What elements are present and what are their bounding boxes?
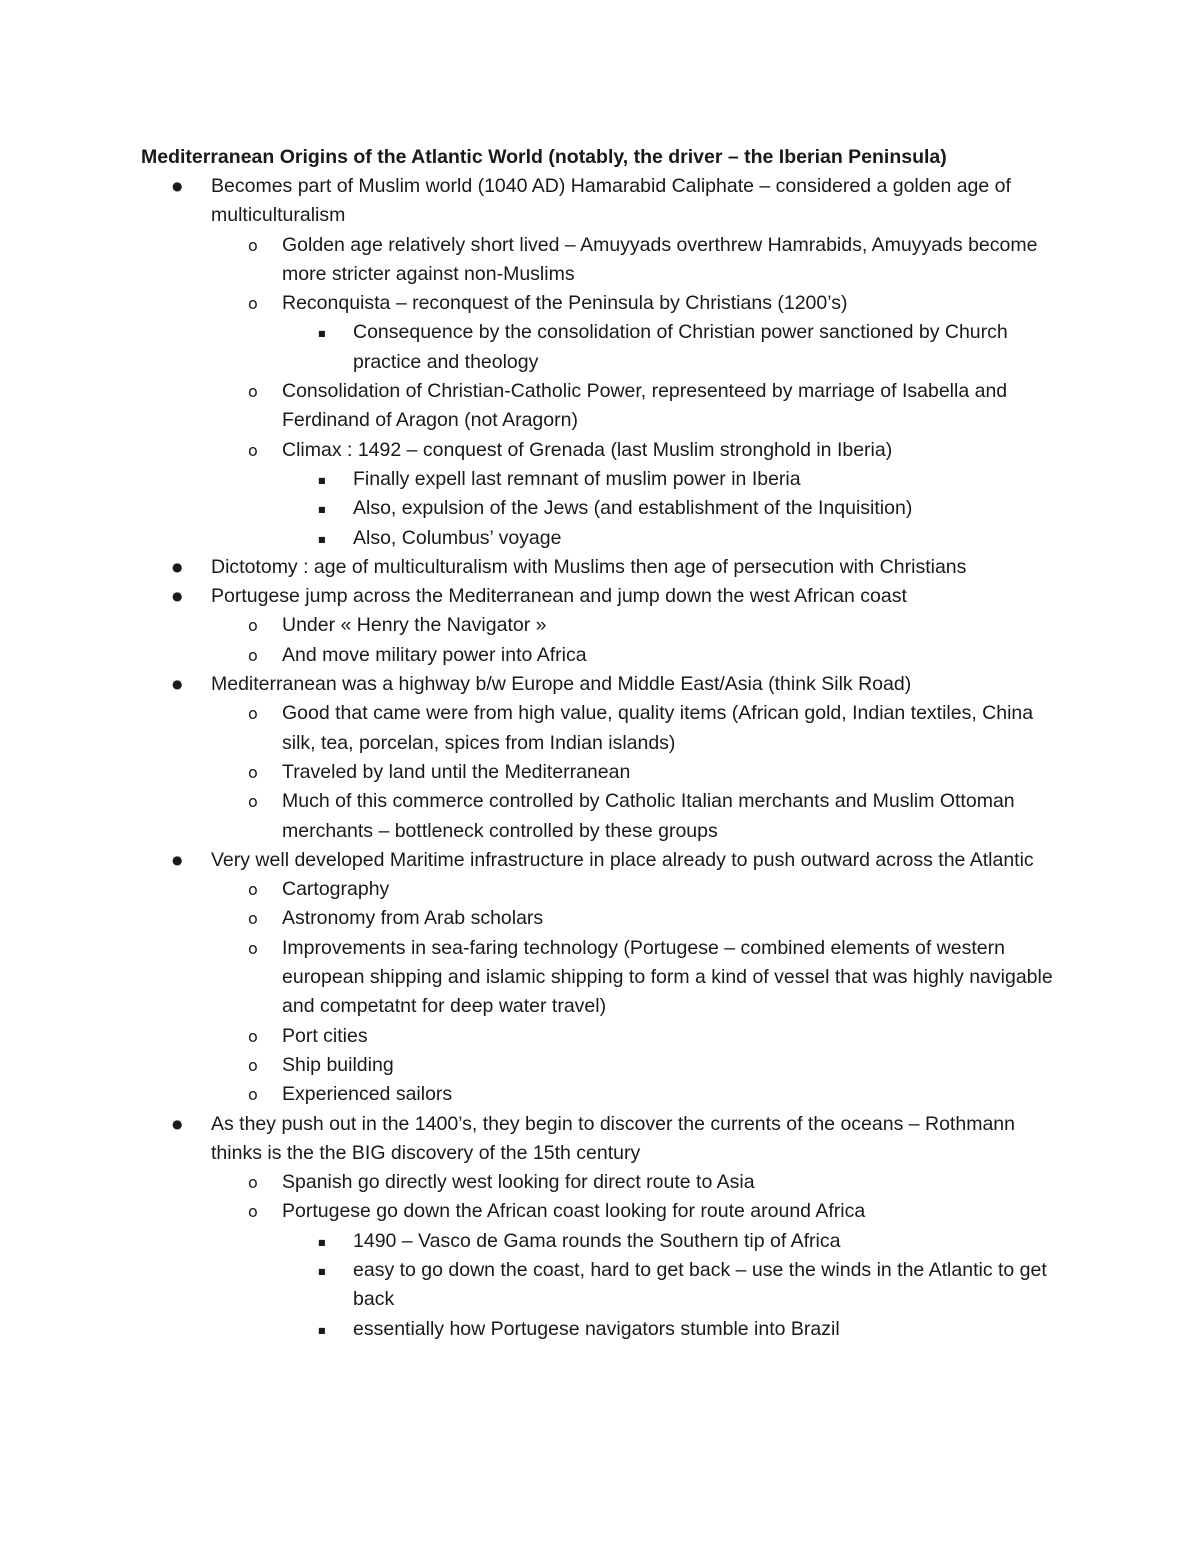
list-item-text: Consolidation of Christian-Catholic Power, representeed by marriage of Isabella and Ferdinand of Aragon (not Aragorn) [282, 380, 1008, 432]
list-item-level-2 [0, 934, 1200, 1022]
outline-list [0, 172, 1200, 1344]
list-item-text: Also, expulsion of the Jews (and establishment of the Inquisition) [353, 497, 913, 520]
list-item-level-2 [0, 875, 1200, 904]
list-item-level-3 [0, 1315, 1200, 1344]
list-item-level-1 [0, 1110, 1200, 1169]
list-item-text: Under « Henry the Navigator » [282, 614, 547, 637]
square-bullet-icon: ■ [318, 505, 326, 515]
list-item-level-3 [0, 1227, 1200, 1256]
circle-bullet-icon: o [248, 792, 258, 812]
list-item-text: And move military power into Africa [282, 643, 587, 666]
list-item-text: Astronomy from Arab scholars [282, 907, 544, 930]
list-item-text: Reconquista – reconquest of the Peninsula by Christians (1200’s) [282, 292, 848, 315]
list-item-level-2 [0, 611, 1200, 640]
list-item-text: Portugese jump across the Mediterranean and jump down the west African coast [211, 585, 907, 608]
circle-bullet-icon: o [248, 440, 258, 460]
circle-bullet-icon: o [248, 762, 258, 782]
list-item-level-1 [0, 172, 1200, 231]
list-item-level-1 [0, 670, 1200, 699]
list-item-text: Finally expell last remnant of muslim power in Iberia [353, 467, 801, 490]
list-item-text: Ship building [282, 1053, 394, 1076]
circle-bullet-icon: o [248, 382, 258, 402]
list-item-level-3 [0, 494, 1200, 523]
page-title: Mediterranean Origins of the Atlantic World (notably, the driver – the Iberian Peninsula) [141, 146, 947, 168]
circle-bullet-icon: o [248, 704, 258, 724]
list-item-level-2 [0, 436, 1200, 465]
square-bullet-icon: ■ [318, 1325, 326, 1335]
list-item-text: Cartography [282, 878, 390, 901]
list-item-level-2 [0, 377, 1200, 436]
bullet-icon: ● [172, 179, 183, 193]
circle-bullet-icon: o [248, 880, 258, 900]
circle-bullet-icon: o [248, 294, 258, 314]
list-item-level-2 [0, 231, 1200, 290]
list-item-level-1 [0, 846, 1200, 875]
list-item-level-2 [0, 787, 1200, 846]
list-item-level-1 [0, 582, 1200, 611]
list-item-text: Mediterranean was a highway b/w Europe and Middle East/Asia (think Silk Road) [211, 673, 912, 696]
list-item-text: Very well developed Maritime infrastructure in place already to push outward across the Atlantic [211, 848, 1034, 871]
list-item-text: Also, Columbus’ voyage [353, 526, 562, 549]
square-bullet-icon: ■ [318, 534, 326, 544]
list-item-text: Golden age relatively short lived – Amuyyads overthrew Hamrabids, Amuyyads become more stricter against non-Muslims [282, 233, 1038, 285]
list-item-level-2 [0, 904, 1200, 933]
list-item-level-2 [0, 289, 1200, 318]
list-item-text: Traveled by land until the Mediterranean [282, 760, 631, 783]
list-item-text: Climax : 1492 – conquest of Grenada (last Muslim stronghold in Iberia) [282, 438, 893, 461]
list-item-level-3 [0, 1256, 1200, 1315]
list-item-text: Port cities [282, 1024, 368, 1047]
list-item-text: Good that came were from high value, quality items (African gold, Indian textiles, China silk, tea, porcelan, spices from Indian islands) [282, 702, 1034, 754]
list-item-text: Portugese go down the African coast looking for route around Africa [282, 1200, 866, 1223]
list-item-text: Dictotomy : age of multiculturalism with Muslims then age of persecution with Christians [211, 555, 967, 578]
square-bullet-icon: ■ [318, 475, 326, 485]
list-item-text: easy to go down the coast, hard to get back – use the winds in the Atlantic to get back [353, 1258, 1047, 1311]
list-item-text: 1490 – Vasco de Gama rounds the Southern tip of Africa [353, 1229, 841, 1252]
list-item-level-2 [0, 699, 1200, 758]
circle-bullet-icon: o [248, 1026, 258, 1046]
circle-bullet-icon: o [248, 1202, 258, 1222]
square-bullet-icon: ■ [318, 1237, 326, 1247]
list-item-level-3 [0, 465, 1200, 494]
list-item-text: As they push out in the 1400’s, they begin to discover the currents of the oceans – Rothmann thinks is the the BIG discovery of the 15th century [211, 1112, 1015, 1164]
circle-bullet-icon: o [248, 909, 258, 929]
bullet-icon: ● [172, 677, 183, 692]
circle-bullet-icon: o [248, 645, 258, 665]
list-item-level-2 [0, 1051, 1200, 1080]
circle-bullet-icon: o [248, 616, 258, 636]
circle-bullet-icon: o [248, 1055, 258, 1075]
circle-bullet-icon: o [248, 1173, 258, 1193]
list-item-text: Spanish go directly west looking for direct route to Asia [282, 1171, 755, 1194]
bullet-icon: ● [172, 1116, 183, 1131]
list-item-text: Consequence by the consolidation of Christian power sanctioned by Church practice and theology [353, 321, 1008, 373]
bullet-icon: ● [172, 559, 183, 574]
list-item-level-2 [0, 758, 1200, 787]
circle-bullet-icon: o [248, 1085, 258, 1105]
circle-bullet-icon: o [248, 235, 258, 255]
square-bullet-icon: ■ [318, 329, 326, 339]
list-item-text: Improvements in sea-faring technology (Portugese – combined elements of western european shipping and islamic shipping to form a kind of vessel that was highly navigable and competatnt for deep water travel) [282, 936, 1053, 1018]
square-bullet-icon: ■ [318, 1266, 326, 1276]
bullet-icon: ● [172, 852, 183, 867]
bullet-icon: ● [172, 589, 183, 604]
list-item-level-3 [0, 318, 1200, 377]
circle-bullet-icon: o [248, 938, 258, 958]
list-item-text: Becomes part of Muslim world (1040 AD) Hamarabid Caliphate – considered a golden age of multiculturalism [211, 175, 1011, 227]
list-item-level-2 [0, 1080, 1200, 1109]
list-item-text: Much of this commerce controlled by Catholic Italian merchants and Muslim Ottoman merchants – bottleneck controlled by these groups [282, 790, 1015, 842]
list-item-level-2 [0, 641, 1200, 670]
list-item-text: Experienced sailors [282, 1083, 453, 1106]
list-item-level-2 [0, 1022, 1200, 1051]
list-item-text: essentially how Portugese navigators stumble into Brazil [353, 1317, 840, 1340]
list-item-level-3 [0, 524, 1200, 553]
list-item-level-1 [0, 553, 1200, 582]
list-item-level-2 [0, 1197, 1200, 1226]
list-item-level-2 [0, 1168, 1200, 1197]
